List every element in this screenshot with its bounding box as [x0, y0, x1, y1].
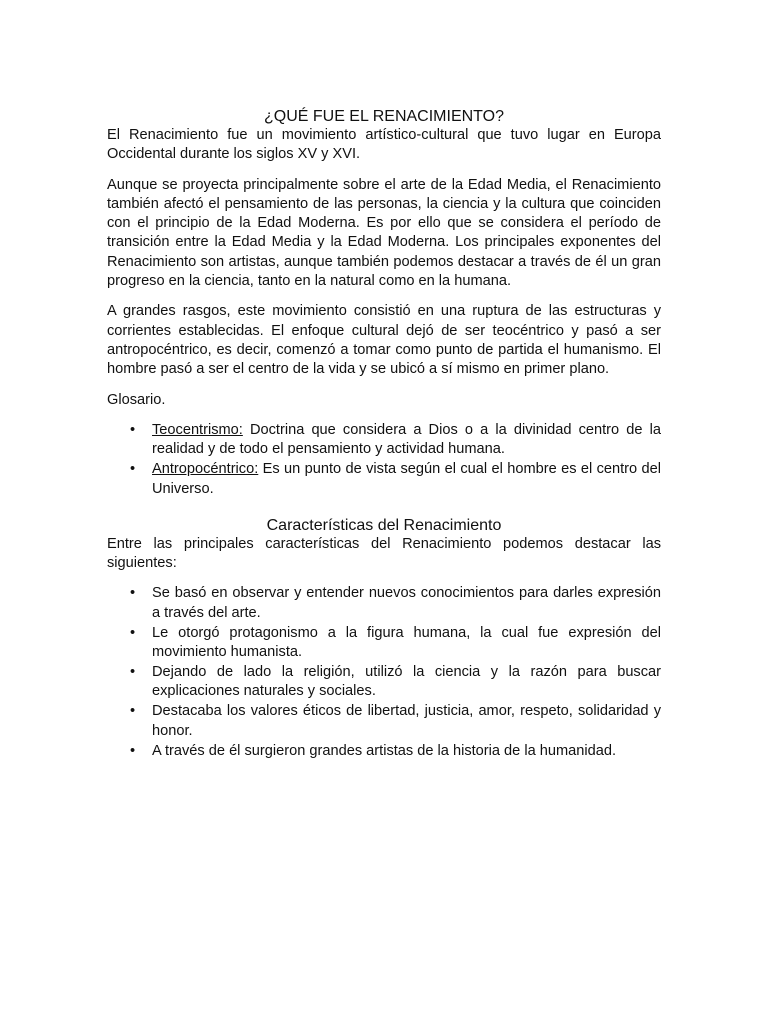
glossary-label: Glosario.	[107, 391, 166, 408]
glossary-definition: Es un punto de vista según el cual el hombre es el centro del Universo.	[152, 461, 661, 497]
bullet-icon: •	[130, 703, 136, 720]
glossary-list	[107, 421, 661, 499]
paragraph-overview: Aunque se proyecta principalmente sobre el arte de la Edad Media, el Renacimiento también afectó el pensamiento de las personas, la ciencia y la cultura que coinciden con el principio de la Edad Moderna. Es por ello que se considera el período de transición entre la Edad Media y la Edad Moderna. Los principales exponentes del Renacimiento son artistas, aunque también podemos destacar a través de él un gran progreso en la ciencia, tanto en la natural como en la humana.	[107, 176, 661, 290]
list-item-text: Dejando de lado la religión, utilizó la ciencia y la razón para buscar explicaciones naturales y sociales.	[152, 664, 661, 700]
bullet-icon: •	[130, 664, 136, 681]
bullet-icon: •	[130, 585, 136, 602]
glossary-item	[107, 460, 661, 499]
bullet-icon: •	[130, 742, 136, 759]
glossary-item	[107, 421, 661, 460]
bullet-icon: •	[130, 461, 136, 478]
section-heading: Características del Renacimiento	[266, 516, 502, 534]
glossary-term: Antropocéntrico:	[152, 461, 259, 478]
list-item	[107, 663, 661, 702]
list-item-text: Le otorgó protagonismo a la figura humana, la cual fue expresión del movimiento humanista.	[152, 624, 661, 660]
characteristics-intro: Entre las principales características del Renacimiento podemos destacar las siguientes:	[107, 535, 661, 571]
list-item-text: Se basó en observar y entender nuevos conocimientos para darles expresión a través del arte.	[152, 585, 661, 621]
list-item	[107, 702, 661, 741]
list-item	[107, 742, 661, 761]
glossary-term: Teocentrismo:	[152, 421, 243, 438]
list-item-text: A través de él surgieron grandes artistas de la historia de la humanidad.	[152, 742, 617, 759]
list-item	[107, 624, 661, 663]
bullet-icon: •	[130, 421, 136, 438]
paragraph-intro: El Renacimiento fue un movimiento artístico-cultural que tuvo lugar en Europa Occidental durante los siglos XV y XVI.	[107, 127, 661, 163]
list-item-text: Destacaba los valores éticos de libertad, justicia, amor, respeto, solidaridad y honor.	[152, 703, 661, 739]
document-page	[107, 107, 661, 762]
glossary-definition: Doctrina que considera a Dios o a la divinidad centro de la realidad y de todo el pensamiento y actividad humana.	[152, 421, 661, 458]
document-title: ¿QUÉ FUE EL RENACIMIENTO?	[263, 108, 505, 125]
characteristics-list	[107, 584, 661, 761]
bullet-icon: •	[130, 624, 136, 641]
paragraph-rupture: A grandes rasgos, este movimiento consistió en una ruptura de las estructuras y corrientes establecidas. El enfoque cultural dejó de ser teocéntrico y pasó a ser antropocéntrico, es decir, comenzó a tomar como punto de partida el humanismo. El hombre pasó a ser el centro de la vida y se ubicó a sí mismo en primer plano.	[107, 303, 661, 378]
list-item	[107, 584, 661, 623]
